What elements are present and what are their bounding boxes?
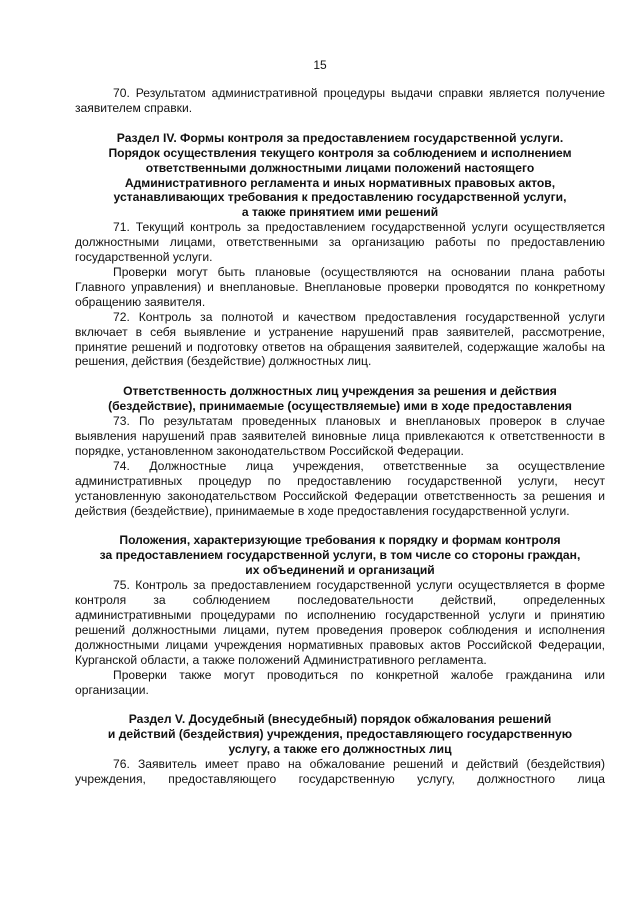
paragraph-76: 76. Заявитель имеет право на обжалование решений и действий (бездействия) учреждения, предоставляющего государственную услугу, должностного лица bbox=[75, 757, 605, 787]
heading-line: Раздел IV. Формы контроля за предоставлением государственной услуги. bbox=[116, 130, 564, 145]
heading-line: Ответственность должностных лиц учреждения за решения и действия bbox=[123, 384, 557, 399]
heading-line: ответственными должностными лицами положений настоящего bbox=[145, 160, 535, 175]
heading-line: и действий (бездействия) учреждения, предоставляющего государственную bbox=[107, 727, 573, 742]
heading-line: Порядок осуществления текущего контроля за соблюдением и исполнением bbox=[108, 145, 572, 160]
section-4-heading bbox=[75, 131, 605, 220]
paragraph-72: 72. Контроль за полнотой и качеством предоставления государственной услуги включает в себя выявление и устранение нарушений прав заявителей, рассмотрение, принятие решений и подготовку ответов на обращения заявителей, содержащие жалобы на решения, действия (бездействие) должностных лиц. bbox=[75, 309, 605, 369]
page-number: 15 bbox=[313, 58, 327, 72]
heading-line: (бездействие), принимаемые (осуществляемые) ими в ходе предоставления bbox=[108, 399, 572, 414]
paragraph-73: 73. По результатам проведенных плановых и внеплановых проверок в случае выявления нарушений прав заявителей виновные лица привлекаются к ответственности в порядке, установленном законодательством Российской Федерации. bbox=[75, 414, 605, 458]
heading-line: за предоставлением государственной услуги, в том числе со стороны граждан, bbox=[99, 548, 581, 563]
responsibility-heading bbox=[75, 384, 605, 414]
heading-line: Положения, характеризующие требования к порядку и формам контроля bbox=[119, 533, 561, 548]
section-5-heading bbox=[75, 712, 605, 757]
heading-line: услугу, а также его должностных лиц bbox=[228, 742, 452, 757]
paragraph-74: 74. Должностные лица учреждения, ответственные за осуществление административных процедур по предоставлению государственной услуги, несут установленную законодательством Российской Федерации ответственность за решения и действия (бездействие), принимаемые в ходе предоставления государственной услуги. bbox=[75, 458, 605, 518]
paragraph-75: 75. Контроль за предоставлением государственной услуги осуществляется в форме контроля за соблюдением последовательности действий, определенных административными процедурами по исполнению государственной услуги и принятию решений должностными лицами, путем проведения проверок соблюдения и исполнения должностными лицами учреждения нормативных правовых актов Российской Федерации, Курганской области, а также положений Административного регламента. bbox=[75, 578, 605, 667]
heading-line: Административного регламента и иных нормативных правовых актов, bbox=[124, 175, 556, 190]
document-body bbox=[75, 86, 605, 787]
control-provisions-heading bbox=[75, 533, 605, 578]
heading-line: их объединений и организаций bbox=[245, 563, 435, 578]
paragraph-70: 70. Результатом административной процедуры выдачи справки является получение заявителем справки. bbox=[75, 86, 605, 115]
heading-line: устанавливающих требования к предоставлению государственной услуги, bbox=[113, 190, 567, 205]
heading-line: Раздел V. Досудебный (внесудебный) порядок обжалования решений bbox=[128, 712, 552, 727]
paragraph-71-checks: Проверки могут быть плановые (осуществляются на основании плана работы Главного управления) и внеплановые. Внеплановые проверки проводятся по конкретному обращению заявителя. bbox=[75, 264, 605, 309]
heading-line: а также принятием ими решений bbox=[241, 205, 439, 220]
paragraph-71: 71. Текущий контроль за предоставлением государственной услуги осуществляется должностными лицами, ответственными за организацию работы по предоставлению государственной услуги. bbox=[75, 220, 605, 265]
paragraph-75-checks: Проверки также могут проводиться по конкретной жалобе гражданина или организации. bbox=[75, 667, 605, 697]
